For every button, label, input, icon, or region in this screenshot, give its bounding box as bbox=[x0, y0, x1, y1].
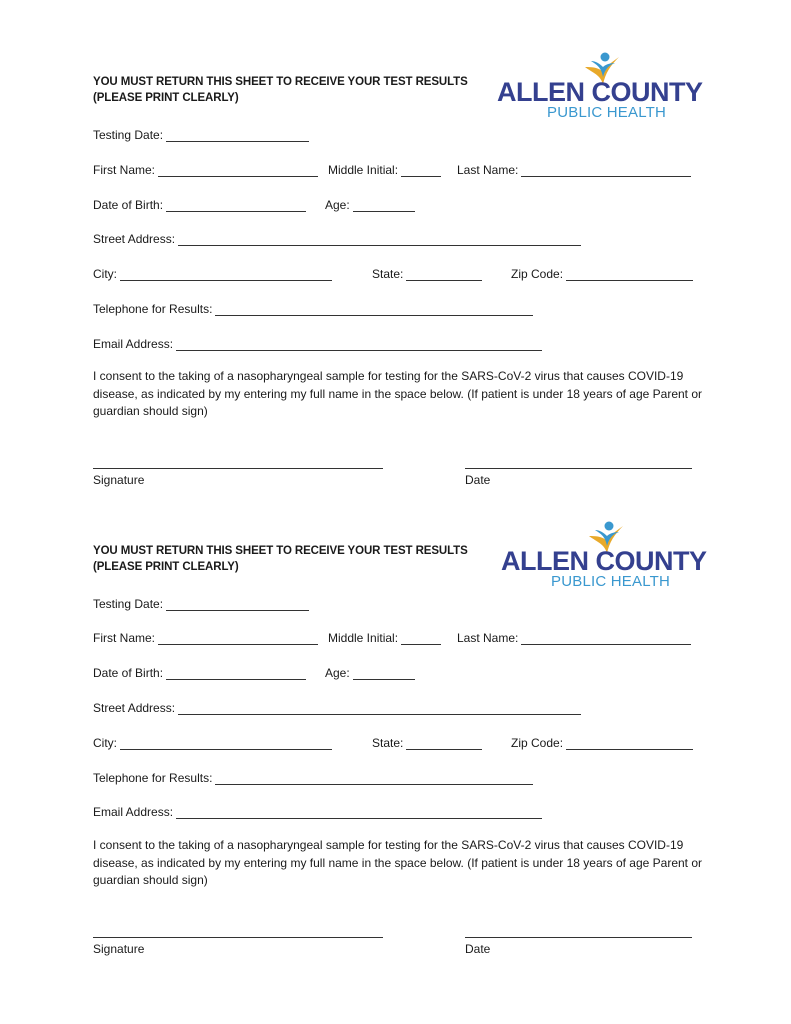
first-name-field[interactable] bbox=[93, 161, 318, 177]
logo-subtitle: PUBLIC HEALTH bbox=[551, 573, 671, 590]
telephone-line[interactable] bbox=[215, 771, 533, 785]
zip-code-label: Zip Code: bbox=[511, 267, 564, 281]
first-name-label: First Name: bbox=[93, 631, 156, 645]
middle-initial-field[interactable] bbox=[328, 161, 441, 177]
testing-date-line[interactable] bbox=[166, 128, 309, 142]
allen-county-logo bbox=[497, 51, 732, 123]
date-of-birth-field[interactable] bbox=[93, 664, 306, 680]
zip-code-field[interactable] bbox=[511, 734, 693, 750]
signature-label: Signature bbox=[93, 473, 145, 487]
last-name-field[interactable] bbox=[457, 629, 691, 645]
logo-title: ALLEN COUNTY bbox=[497, 77, 703, 107]
last-name-field[interactable] bbox=[457, 161, 691, 177]
city-field[interactable] bbox=[93, 734, 332, 750]
telephone-label: Telephone for Results: bbox=[93, 302, 213, 316]
last-name-label: Last Name: bbox=[457, 631, 519, 645]
last-name-label: Last Name: bbox=[457, 163, 519, 177]
state-field[interactable] bbox=[372, 734, 482, 750]
date-of-birth-label: Date of Birth: bbox=[93, 666, 164, 680]
state-line[interactable] bbox=[406, 267, 482, 281]
header-instruction: YOU MUST RETURN THIS SHEET TO RECEIVE YOUR TEST RESULTS bbox=[93, 545, 468, 557]
zip-code-line[interactable] bbox=[566, 267, 693, 281]
test-result-form-2 bbox=[0, 469, 791, 969]
street-address-label: Street Address: bbox=[93, 701, 176, 715]
zip-code-line[interactable] bbox=[566, 736, 693, 750]
consent-statement: I consent to the taking of a nasopharyngeal sample for testing for the SARS-CoV-2 virus that causes COVID-19 disease, as indicated by my entering my full name in the space below. (If patient is under 18 years of age Parent or guardian should sign) bbox=[93, 838, 703, 887]
middle-initial-label: Middle Initial: bbox=[328, 631, 399, 645]
age-label: Age: bbox=[325, 666, 350, 680]
state-label: State: bbox=[372, 736, 404, 750]
street-address-field[interactable] bbox=[93, 699, 581, 715]
email-field[interactable] bbox=[93, 335, 542, 351]
city-line[interactable] bbox=[120, 736, 332, 750]
date-of-birth-line[interactable] bbox=[166, 666, 306, 680]
middle-initial-line[interactable] bbox=[401, 631, 441, 645]
street-address-field[interactable] bbox=[93, 230, 581, 246]
date-line[interactable] bbox=[465, 937, 692, 938]
date-of-birth-line[interactable] bbox=[166, 198, 306, 212]
street-address-label: Street Address: bbox=[93, 232, 176, 246]
email-line[interactable] bbox=[176, 337, 542, 351]
state-label: State: bbox=[372, 267, 404, 281]
logo-title: ALLEN COUNTY bbox=[501, 546, 707, 576]
logo-subtitle: PUBLIC HEALTH bbox=[547, 104, 667, 121]
zip-code-label: Zip Code: bbox=[511, 736, 564, 750]
form-header bbox=[93, 74, 468, 106]
signature-label: Signature bbox=[93, 942, 145, 956]
consent-statement: I consent to the taking of a nasopharyngeal sample for testing for the SARS-CoV-2 virus that causes COVID-19 disease, as indicated by my entering my full name in the space below. (If patient is under 18 years of age Parent or guardian should sign) bbox=[93, 369, 703, 418]
state-field[interactable] bbox=[372, 265, 482, 281]
testing-date-line[interactable] bbox=[166, 597, 309, 611]
telephone-field[interactable] bbox=[93, 769, 533, 785]
zip-code-field[interactable] bbox=[511, 265, 693, 281]
age-field[interactable] bbox=[325, 664, 415, 680]
test-result-form-1 bbox=[0, 0, 791, 500]
middle-initial-label: Middle Initial: bbox=[328, 163, 399, 177]
first-name-line[interactable] bbox=[158, 163, 318, 177]
header-instruction: YOU MUST RETURN THIS SHEET TO RECEIVE YOUR TEST RESULTS bbox=[93, 76, 468, 88]
telephone-field[interactable] bbox=[93, 300, 533, 316]
header-print-clearly: (PLEASE PRINT CLEARLY) bbox=[93, 92, 239, 104]
telephone-line[interactable] bbox=[215, 302, 533, 316]
age-line[interactable] bbox=[353, 198, 415, 212]
city-line[interactable] bbox=[120, 267, 332, 281]
age-field[interactable] bbox=[325, 196, 415, 212]
city-label: City: bbox=[93, 736, 117, 750]
header-print-clearly: (PLEASE PRINT CLEARLY) bbox=[93, 561, 239, 573]
middle-initial-field[interactable] bbox=[328, 629, 441, 645]
street-address-line[interactable] bbox=[178, 701, 581, 715]
form-header bbox=[93, 543, 468, 575]
allen-county-logo bbox=[501, 520, 736, 592]
city-label: City: bbox=[93, 267, 117, 281]
signature-line[interactable] bbox=[93, 937, 383, 938]
date-label: Date bbox=[465, 942, 491, 956]
date-of-birth-field[interactable] bbox=[93, 196, 306, 212]
street-address-line[interactable] bbox=[178, 232, 581, 246]
telephone-label: Telephone for Results: bbox=[93, 771, 213, 785]
testing-date-field[interactable] bbox=[93, 595, 309, 611]
testing-date-label: Testing Date: bbox=[93, 597, 164, 611]
first-name-label: First Name: bbox=[93, 163, 156, 177]
middle-initial-line[interactable] bbox=[401, 163, 441, 177]
last-name-line[interactable] bbox=[521, 163, 691, 177]
email-label: Email Address: bbox=[93, 337, 174, 351]
last-name-line[interactable] bbox=[521, 631, 691, 645]
state-line[interactable] bbox=[406, 736, 482, 750]
first-name-line[interactable] bbox=[158, 631, 318, 645]
city-field[interactable] bbox=[93, 265, 332, 281]
first-name-field[interactable] bbox=[93, 629, 318, 645]
email-field[interactable] bbox=[93, 803, 542, 819]
date-of-birth-label: Date of Birth: bbox=[93, 198, 164, 212]
age-label: Age: bbox=[325, 198, 350, 212]
testing-date-label: Testing Date: bbox=[93, 128, 164, 142]
testing-date-field[interactable] bbox=[93, 126, 309, 142]
email-line[interactable] bbox=[176, 805, 542, 819]
email-label: Email Address: bbox=[93, 805, 174, 819]
age-line[interactable] bbox=[353, 666, 415, 680]
date-label: Date bbox=[465, 473, 491, 487]
